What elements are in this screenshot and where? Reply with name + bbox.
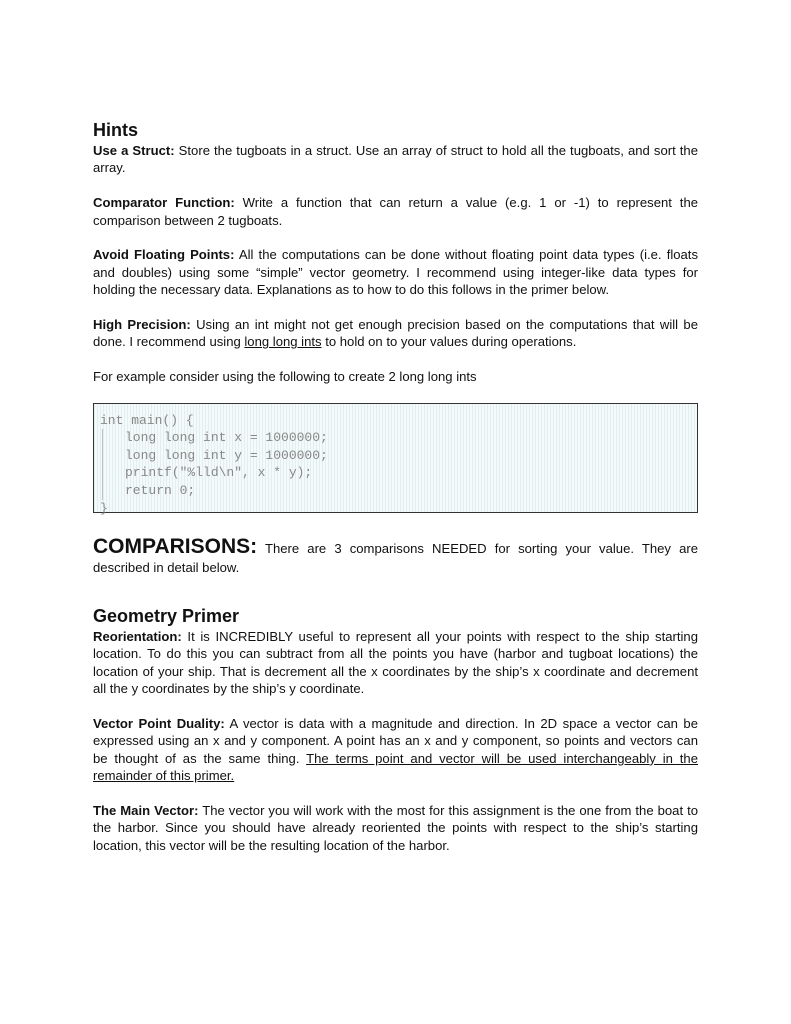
hint-high-precision [93,316,698,351]
code-line: printf("%lld\n", x * y); [125,465,313,481]
example-intro: For example consider using the following to create 2 long long ints [93,369,477,385]
document-page [93,118,698,854]
geometry-primer-heading: Geometry Primer [93,606,240,627]
code-block [93,403,698,516]
hints-heading: Hints [93,120,138,140]
comparisons-heading: COMPARISONS: [93,534,258,558]
code-line: return 0; [125,483,196,498]
hint-floating-points-text: All the computations can be done without floating point data types (i.e. floats and doubles) using some “simple” vector geometry. I recommend using integer-like data types for holding the necessary data. Explanations as to how to do this follows in the primer below. [93,247,698,298]
hint-high-precision-text-1: Using an int might not get enough precision based on the computations that will be done. I recommend using [93,317,698,350]
hint-use-struct-label: Use a Struct: [93,143,175,158]
hint-comparator-text: Write a function that can return a value (e.g. 1 or -1) to represent the comparison between 2 tugboats. [93,195,699,228]
hint-use-struct [93,142,698,177]
main-vector-paragraph [93,802,698,854]
hint-floating-points [93,246,698,298]
vector-point-duality-underline: The terms point and vector will be used interchangeably in the remainder of this primer. [93,750,698,784]
code-line: int main() { [100,412,194,428]
reorientation-label: Reorientation: [93,629,182,645]
main-vector-text: The vector you will work with the most for this assignment is the one from the boat to the harbor. Since you should have already reoriented the points with respect to the ship’s starting location, this vector will be the resulting location of the harbor. [93,803,698,853]
hint-high-precision-label: High Precision: [93,317,191,333]
code-body [102,429,691,499]
main-vector-label: The Main Vector: [93,803,199,819]
hint-high-precision-text-2: to hold on to your values during operations. [321,334,577,350]
code-line: long long int y = 1000000; [125,447,328,463]
vector-point-duality-text: A vector is data with a magnitude and direction. In 2D space a vector can be expressed using an x and y component. A point has an x and y component, so points and vectors can be thought of as the same thing. [93,716,698,766]
vector-point-duality-paragraph [93,715,698,785]
code-line: } [100,500,108,516]
comparisons-paragraph [93,535,698,576]
hint-comparator-label: Comparator Function: [93,195,235,211]
reorientation-paragraph [93,628,698,698]
vector-point-duality-label: Vector Point Duality: [93,716,225,732]
reorientation-text: It is INCREDIBLY useful to represent all your points with respect to the ship starting location. To do this you can subtract from all the points you have (harbor and tugboat locations) the location of your ship. That is decrement all the x coordinates by the ship’s x coordinate and decrement all the y coordinates by the ship’s y coordinate. [93,629,698,697]
long-long-ints-link[interactable]: long long ints [244,334,322,350]
comparisons-text: There are 3 comparisons NEEDED for sorting your value. They are described in detail below. [93,540,698,575]
hint-floating-points-label: Avoid Floating Points: [93,247,235,263]
hint-use-struct-text: Store the tugboats in a struct. Use an array of struct to hold all the tugboats, and sort the array. [93,143,698,176]
code-line: long long int x = 1000000; [125,430,328,446]
hint-comparator [93,194,698,229]
